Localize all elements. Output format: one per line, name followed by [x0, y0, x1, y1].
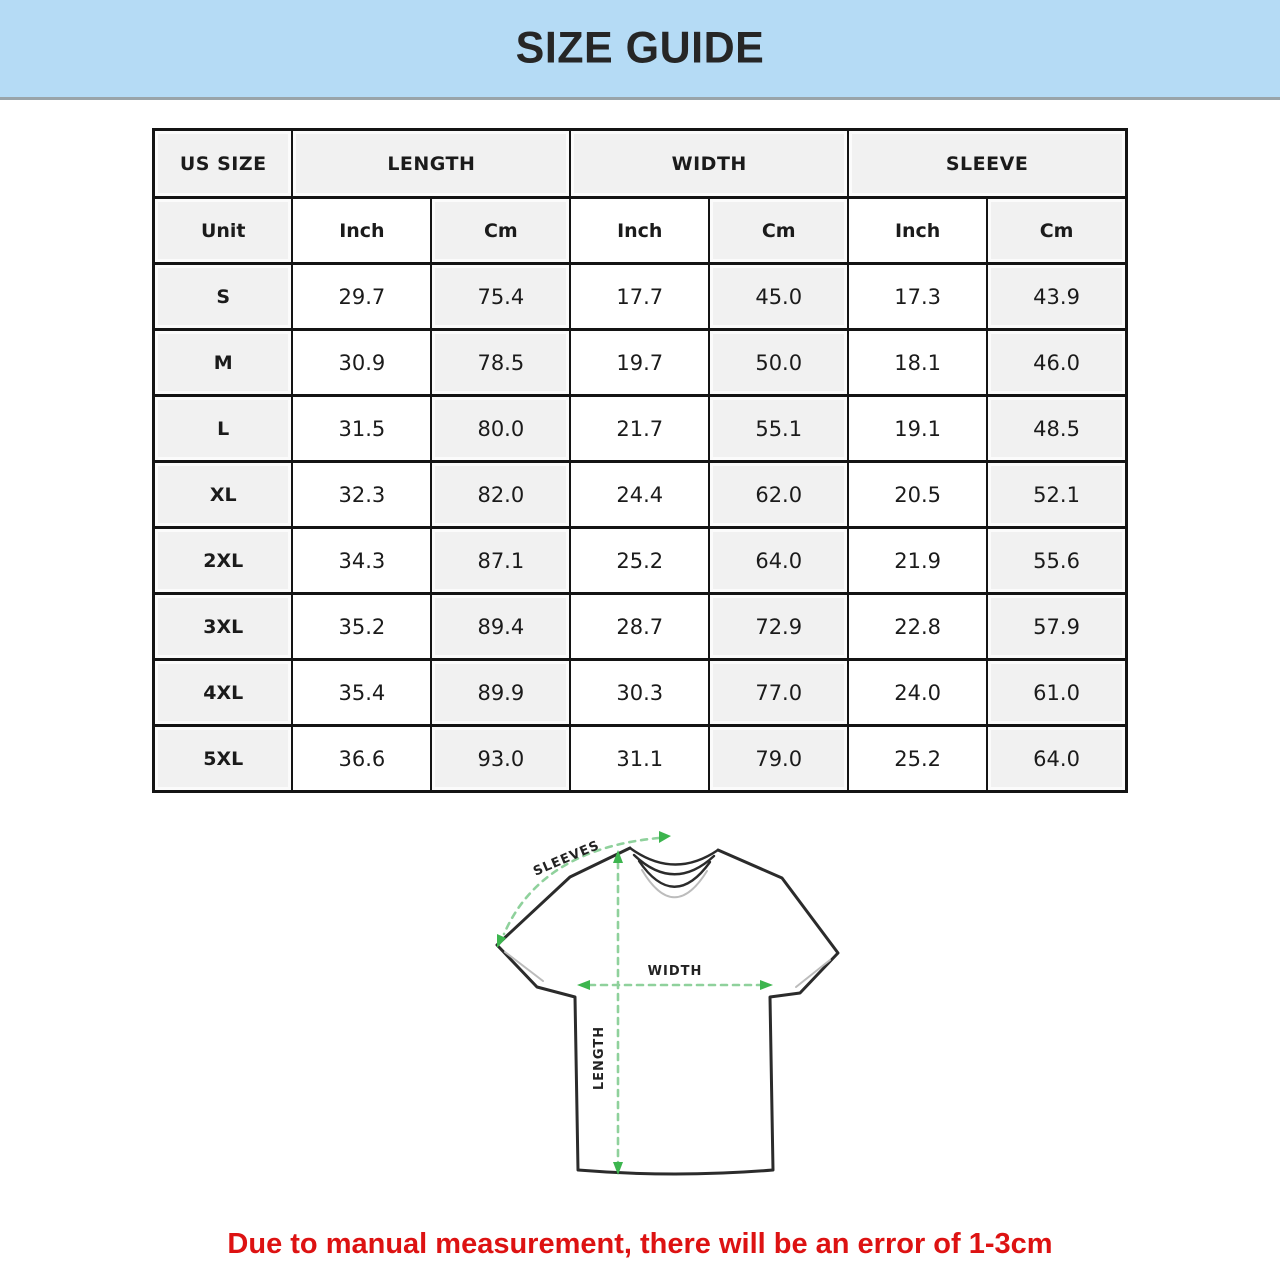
table-row	[154, 726, 1127, 792]
value-cell: 80.0	[431, 396, 570, 462]
table-row	[154, 660, 1127, 726]
table-header-row	[154, 130, 1127, 198]
value-cell: 87.1	[431, 528, 570, 594]
size-cell: 5XL	[154, 726, 293, 792]
col-header-width: WIDTH	[570, 130, 848, 198]
table-row	[154, 264, 1127, 330]
size-cell: S	[154, 264, 293, 330]
value-cell: 62.0	[709, 462, 848, 528]
value-cell: 22.8	[848, 594, 987, 660]
value-cell: 19.7	[570, 330, 709, 396]
right-cuff-seam	[796, 960, 830, 987]
unit-label: Unit	[154, 198, 293, 264]
value-cell: 35.2	[292, 594, 431, 660]
size-cell: 2XL	[154, 528, 293, 594]
sleeves-label: SLEEVES	[531, 838, 603, 880]
value-cell: 61.0	[987, 660, 1126, 726]
table-row	[154, 528, 1127, 594]
size-cell: 3XL	[154, 594, 293, 660]
unit-cell: Cm	[431, 198, 570, 264]
page-title: SIZE GUIDE	[515, 23, 765, 73]
table-row	[154, 594, 1127, 660]
value-cell: 30.9	[292, 330, 431, 396]
value-cell: 28.7	[570, 594, 709, 660]
col-header-sleeve: SLEEVE	[848, 130, 1126, 198]
unit-cell: Cm	[987, 198, 1126, 264]
value-cell: 64.0	[709, 528, 848, 594]
value-cell: 93.0	[431, 726, 570, 792]
size-cell: XL	[154, 462, 293, 528]
value-cell: 24.4	[570, 462, 709, 528]
value-cell: 55.6	[987, 528, 1126, 594]
value-cell: 75.4	[431, 264, 570, 330]
value-cell: 35.4	[292, 660, 431, 726]
table-row	[154, 330, 1127, 396]
value-cell: 48.5	[987, 396, 1126, 462]
value-cell: 82.0	[431, 462, 570, 528]
value-cell: 89.4	[431, 594, 570, 660]
value-cell: 18.1	[848, 330, 987, 396]
value-cell: 32.3	[292, 462, 431, 528]
value-cell: 43.9	[987, 264, 1126, 330]
width-label: WIDTH	[647, 964, 703, 979]
table-row	[154, 396, 1127, 462]
value-cell: 77.0	[709, 660, 848, 726]
value-cell: 57.9	[987, 594, 1126, 660]
value-cell: 89.9	[431, 660, 570, 726]
size-table	[152, 128, 1128, 793]
sleeves-arrowhead-right	[659, 831, 671, 843]
value-cell: 31.5	[292, 396, 431, 462]
unit-cell: Inch	[292, 198, 431, 264]
value-cell: 17.7	[570, 264, 709, 330]
value-cell: 79.0	[709, 726, 848, 792]
col-header-length: LENGTH	[292, 130, 570, 198]
measurement-note: Due to manual measurement, there will be an error of 1-3cm	[227, 1228, 1053, 1260]
value-cell: 46.0	[987, 330, 1126, 396]
size-cell: 4XL	[154, 660, 293, 726]
value-cell: 72.9	[709, 594, 848, 660]
value-cell: 25.2	[848, 726, 987, 792]
width-arrowhead-left	[577, 980, 590, 990]
value-cell: 52.1	[987, 462, 1126, 528]
value-cell: 78.5	[431, 330, 570, 396]
length-label: LENGTH	[592, 1025, 607, 1091]
table-row	[154, 462, 1127, 528]
title-banner	[0, 0, 1280, 100]
value-cell: 21.7	[570, 396, 709, 462]
value-cell: 34.3	[292, 528, 431, 594]
unit-cell: Inch	[570, 198, 709, 264]
value-cell: 31.1	[570, 726, 709, 792]
value-cell: 25.2	[570, 528, 709, 594]
value-cell: 50.0	[709, 330, 848, 396]
value-cell: 24.0	[848, 660, 987, 726]
size-cell: M	[154, 330, 293, 396]
left-cuff-seam	[505, 952, 543, 981]
col-header-us-size: US SIZE	[154, 130, 293, 198]
value-cell: 30.3	[570, 660, 709, 726]
unit-row	[154, 198, 1127, 264]
unit-cell: Inch	[848, 198, 987, 264]
tshirt-diagram	[455, 800, 905, 1220]
value-cell: 21.9	[848, 528, 987, 594]
value-cell: 36.6	[292, 726, 431, 792]
value-cell: 17.3	[848, 264, 987, 330]
value-cell: 64.0	[987, 726, 1126, 792]
value-cell: 19.1	[848, 396, 987, 462]
unit-cell: Cm	[709, 198, 848, 264]
size-cell: L	[154, 396, 293, 462]
value-cell: 20.5	[848, 462, 987, 528]
value-cell: 55.1	[709, 396, 848, 462]
value-cell: 45.0	[709, 264, 848, 330]
width-arrowhead-right	[760, 980, 773, 990]
value-cell: 29.7	[292, 264, 431, 330]
